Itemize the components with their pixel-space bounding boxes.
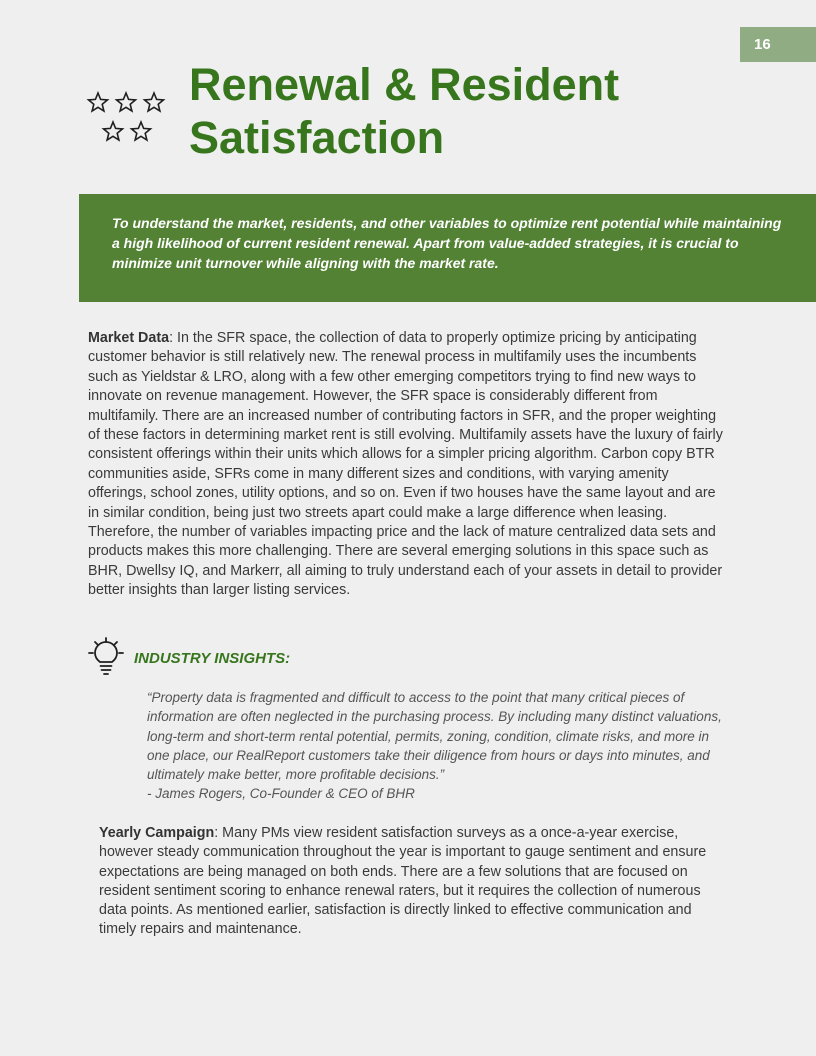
quote-attribution: - James Rogers, Co-Founder & CEO of BHR	[147, 786, 415, 802]
quote-text: “Property data is fragmented and difficult to access to the point that many critical pieces of information are often neglected in the purchasing process. By including many distinct valuations, long-term and short-term rental potential, permits, zoning, condition, climate risks, and more in one place, our RealReport customers take their diligence from hours or days into minutes, and ultimately make better, more profitable decisions.”	[147, 690, 722, 783]
market-data-text: : In the SFR space, the collection of data to properly optimize pricing by anticipating customer behavior is still relatively new. The renewal process in multifamily uses the incumbents such as Yieldstar & LRO, along with a few other emerging competitors trying to find new ways to innovate on revenue management. However, the SFR space is considerably different from multifamily. There are an increased number of contributing factors in SFR, and the proper weighting of these factors in determining market rent is still evolving. Multifamily assets have the luxury of fairly consistent offerings within their units which allows for a simpler pricing algorithm. Carbon copy BTR communities aside, SFRs come in many different sizes and conditions, with varying amenity offerings, school zones, utility options, and so on. Even if two houses have the same layout and are in similar condition, being just two streets apart could make a large difference when leasing. Therefore, the number of variables impacting price and the lack of mature centralized data sets and products makes this more challenging. There are several emerging solutions in this space such as BHR, Dwellsy IQ, and Markerr, all aiming to truly understand each of your assets in detail to provider better insights than larger listing services.	[88, 330, 723, 599]
lightbulb-icon	[88, 636, 124, 676]
star-icon	[117, 93, 136, 111]
page-title	[189, 58, 619, 164]
star-icon	[104, 122, 123, 140]
star-icon	[132, 122, 151, 140]
yearly-campaign-label: Yearly Campaign	[99, 825, 215, 841]
title-line-2: Satisfaction	[189, 112, 445, 163]
star-icon	[89, 93, 108, 111]
title-line-1: Renewal & Resident	[189, 59, 620, 110]
market-data-label: Market Data	[88, 330, 170, 346]
objective-banner	[79, 194, 816, 302]
banner-text: To understand the market, residents, and other variables to optimize rent potential while maintaining a high likelihood of current resident renewal. Apart from value-added strategies, it is crucial to minimize unit turnover while aligning with the market rate.	[112, 215, 782, 271]
industry-insights-heading: INDUSTRY INSIGHTS:	[134, 650, 291, 667]
yearly-campaign-text: : Many PMs view resident satisfaction surveys as a once-a-year exercise, however steady communication throughout the year is important to gauge sentiment and ensure expectations are being managed on both ends. There are a few solutions that are focused on resident sentiment scoring to enhance renewal raters, but it requires the collection of numerous data points. As mentioned earlier, satisfaction is directly linked to effective communication and timely repairs and maintenance.	[99, 825, 707, 938]
page-number: 16	[740, 27, 816, 62]
insight-quote	[147, 688, 727, 804]
yearly-campaign-paragraph	[99, 824, 729, 940]
stars-icon	[86, 90, 170, 150]
market-data-paragraph	[88, 329, 728, 601]
star-icon	[145, 93, 164, 111]
